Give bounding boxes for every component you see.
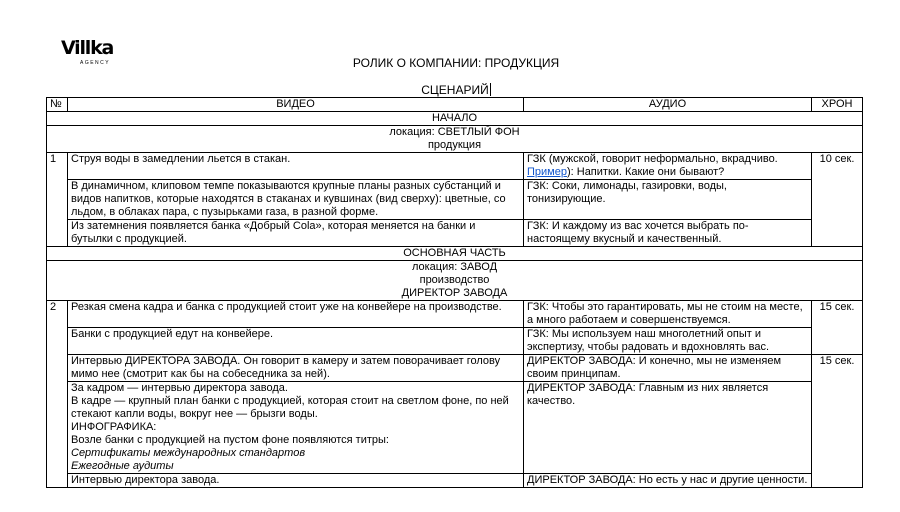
video-cell: Резкая смена кадра и банка с продукцией стоит уже на конвейере на производстве. (68, 301, 524, 328)
example-link[interactable]: Пример (527, 166, 567, 178)
audio-cell: ГЗК: Чтобы это гарантировать, мы не стоим на месте, а много работаем и совершенствуемся. (524, 301, 812, 328)
audio-text: ГЗК (мужской, говорит неформально, вкрадчиво. (527, 153, 778, 165)
video-line: Возле банки с продукцией на пустом фоне появляются титры: (71, 434, 389, 446)
video-line: Ежегодные аудиты (71, 460, 174, 472)
time-cell: 15 сек. (812, 355, 863, 488)
video-cell: Интервью ДИРЕКТОРА ЗАВОДА. Он говорит в камеру и затем поворачивает голову мимо нее (смотрит как бы на собеседника за ней). (68, 355, 524, 382)
row-num: 2 (47, 301, 68, 488)
video-line: За кадром — интервью директора завода. (71, 382, 288, 394)
section-start-title: НАЧАЛО (47, 112, 863, 126)
script-table (46, 97, 863, 488)
table-header-row (47, 98, 863, 112)
audio-cell: ДИРЕКТОР ЗАВОДА: Но есть у нас и другие ценности. (524, 474, 812, 488)
logo-wordmark: Villka (61, 37, 114, 59)
location-line: локация: ЗАВОД (411, 261, 498, 273)
video-cell: Банки с продукцией едут на конвейере. (68, 328, 524, 355)
text-cursor (490, 83, 491, 96)
time-cell: 15 сек. (812, 301, 863, 355)
table-row (47, 153, 863, 180)
document-title: РОЛИК О КОМПАНИИ: ПРОДУКЦИЯ (352, 56, 560, 70)
subtitle-text: СЦЕНАРИЙ (421, 83, 489, 97)
table-row (47, 301, 863, 328)
table-row (47, 474, 863, 488)
location-line: локация: СВЕТЛЫЙ ФОН (389, 126, 520, 138)
audio-cell: ДИРЕКТОР ЗАВОДА: И конечно, мы не изменяем своим принципам. (524, 355, 812, 382)
video-cell: Из затемнения появляется банка «Добрый Cola», которая меняется на банки и бутылки с продукцией. (68, 220, 524, 247)
video-line: ИНФОГРАФИКА: (71, 421, 157, 433)
document-subtitle[interactable] (0, 83, 900, 97)
location-line: продукция (427, 139, 482, 151)
table-row (47, 355, 863, 382)
location-line: производство (419, 274, 490, 286)
header-audio: АУДИО (524, 98, 812, 112)
audio-cell (524, 153, 812, 180)
audio-cell: ГЗК: Соки, лимонады, газировки, воды, тонизирующие. (524, 180, 812, 220)
video-line: Сертификаты международных стандартов (71, 447, 306, 459)
location-line: ДИРЕКТОР ЗАВОДА (401, 287, 508, 299)
header-num: № (47, 98, 68, 112)
time-cell: 10 сек. (812, 153, 863, 247)
row-num: 1 (47, 153, 68, 247)
video-cell: Струя воды в замедлении льется в стакан. (68, 153, 524, 180)
video-cell: Интервью директора завода. (68, 474, 524, 488)
table-row (47, 328, 863, 355)
section-main-title: ОСНОВНАЯ ЧАСТЬ (47, 247, 863, 261)
video-cell: В динамичном, клиповом темпе показываются крупные планы разных субстанций и видов напитков, которые находятся в стаканах и кувшинах (вид сверху): цветные, со льдом, в облаках пара, с пузырьками газа, в разной форме. (68, 180, 524, 220)
table-row (47, 382, 863, 474)
section-location (47, 261, 863, 301)
section-main-location (47, 261, 863, 301)
header-video: ВИДЕО (68, 98, 524, 112)
video-cell (68, 382, 524, 474)
audio-cell: ДИРЕКТОР ЗАВОДА: Главным из них является качество. (524, 382, 812, 474)
table-row (47, 220, 863, 247)
video-line: В кадре — крупный план банки с продукцией, которая стоит на светлом фоне, по ней стекают капли воды, вокруг нее — брызги воды. (71, 395, 509, 420)
logo-subtitle: AGENCY (80, 60, 111, 66)
header-time: ХРОН (812, 98, 863, 112)
audio-text: ): Напитки. Какие они бывают? (566, 166, 725, 178)
section-location (47, 126, 863, 153)
audio-cell: ГЗК: Мы используем наш многолетний опыт и экспертизу, чтобы радовать и вдохновлять вас. (524, 328, 812, 355)
table-row (47, 180, 863, 220)
section-heading (47, 247, 863, 261)
section-heading (47, 112, 863, 126)
section-start-location (47, 126, 863, 153)
audio-cell: ГЗК: И каждому из вас хочется выбрать по-настоящему вкусный и качественный. (524, 220, 812, 247)
